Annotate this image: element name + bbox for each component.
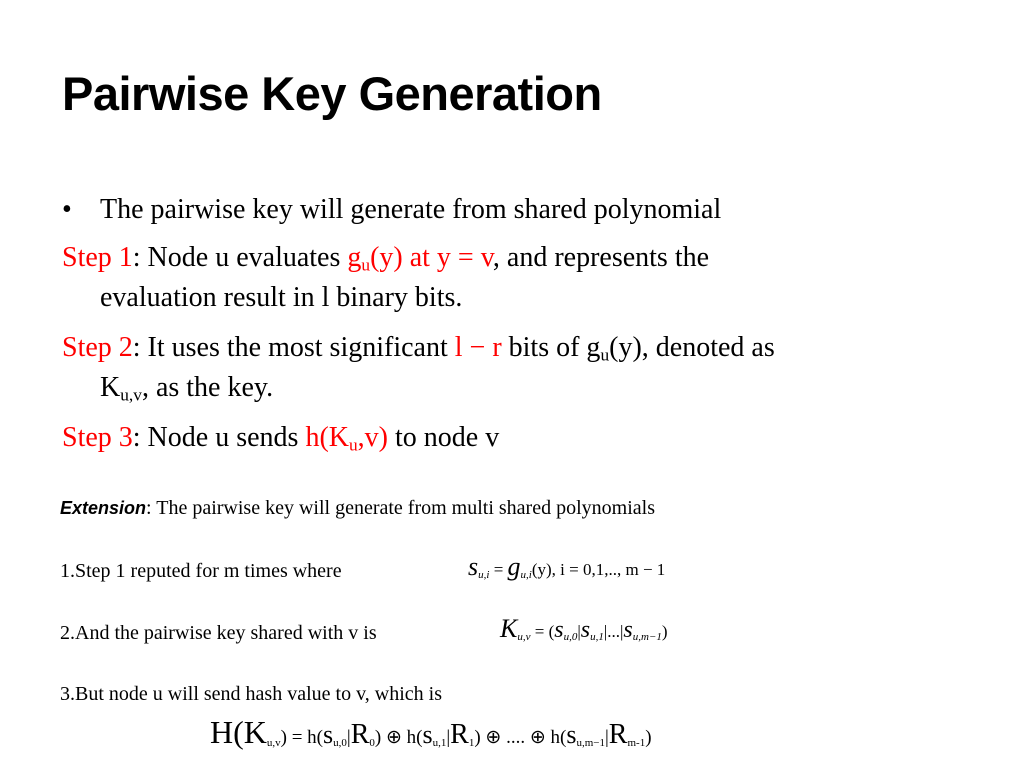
- bullet-item: [62, 190, 721, 230]
- formula-s-def: $s_{u,i} = g_{u,i}(y)$, i = 0,1,.., m − 1: [468, 552, 666, 581]
- list-item-3: 3.But node u will send hash value to v, which is: [60, 683, 442, 705]
- step-2-l-minus-r: l − r: [454, 332, 502, 363]
- extension-line: Extension: The pairwise key will generate from multi shared polynomials: [60, 497, 655, 519]
- step-3-hash: $h(K_u,v)$: [305, 422, 388, 455]
- step-2-line-2: $K_{u,v}$, as the key.: [100, 372, 274, 405]
- step-3: Step 3: Node u sends $h(K_u,v)$ to node v: [62, 422, 500, 455]
- extension-label: Extension: [60, 498, 147, 518]
- formula-key-def: $K_{u,v} = (s_{u,0}|s_{u,1}|...|s_{u,m-1})$: [500, 614, 668, 643]
- step-3-label: Step 3: [62, 422, 133, 453]
- slide-title: Pairwise Key Generation: [62, 67, 602, 120]
- list-item-1: 1.Step 1 reputed for m times where: [60, 560, 342, 582]
- step-1-text-b: , and represents the: [492, 242, 710, 273]
- bullet-text: The pairwise key will generate from shared polynomial: [100, 194, 722, 225]
- step-1: [62, 238, 962, 318]
- formula-hash-def: $H(K_{u,v}) = h(s_{u,0}|R_0)$ ⊕ $h(s_{u,1}|R_1)$ ⊕ .... ⊕ $h(s_{u,m-1}|R_{m-1})$: [210, 714, 652, 750]
- step-1-function: $g_u(y)$ at y = v: [347, 242, 493, 275]
- step-1-line-2: evaluation result in l binary bits.: [100, 282, 463, 313]
- list-item-2: 2.And the pairwise key shared with v is: [60, 622, 377, 644]
- step-2-label: Step 2: [62, 332, 133, 363]
- step-1-label: Step 1: [62, 242, 133, 273]
- step-2: Step 2: It uses the most significant l − r bits of $g_u(y)$, denoted as $K_{u,v}$, as the key.: [62, 328, 962, 408]
- step-1-text-a: : Node u evaluates: [132, 242, 348, 273]
- bullet-dot-icon: •: [62, 194, 72, 225]
